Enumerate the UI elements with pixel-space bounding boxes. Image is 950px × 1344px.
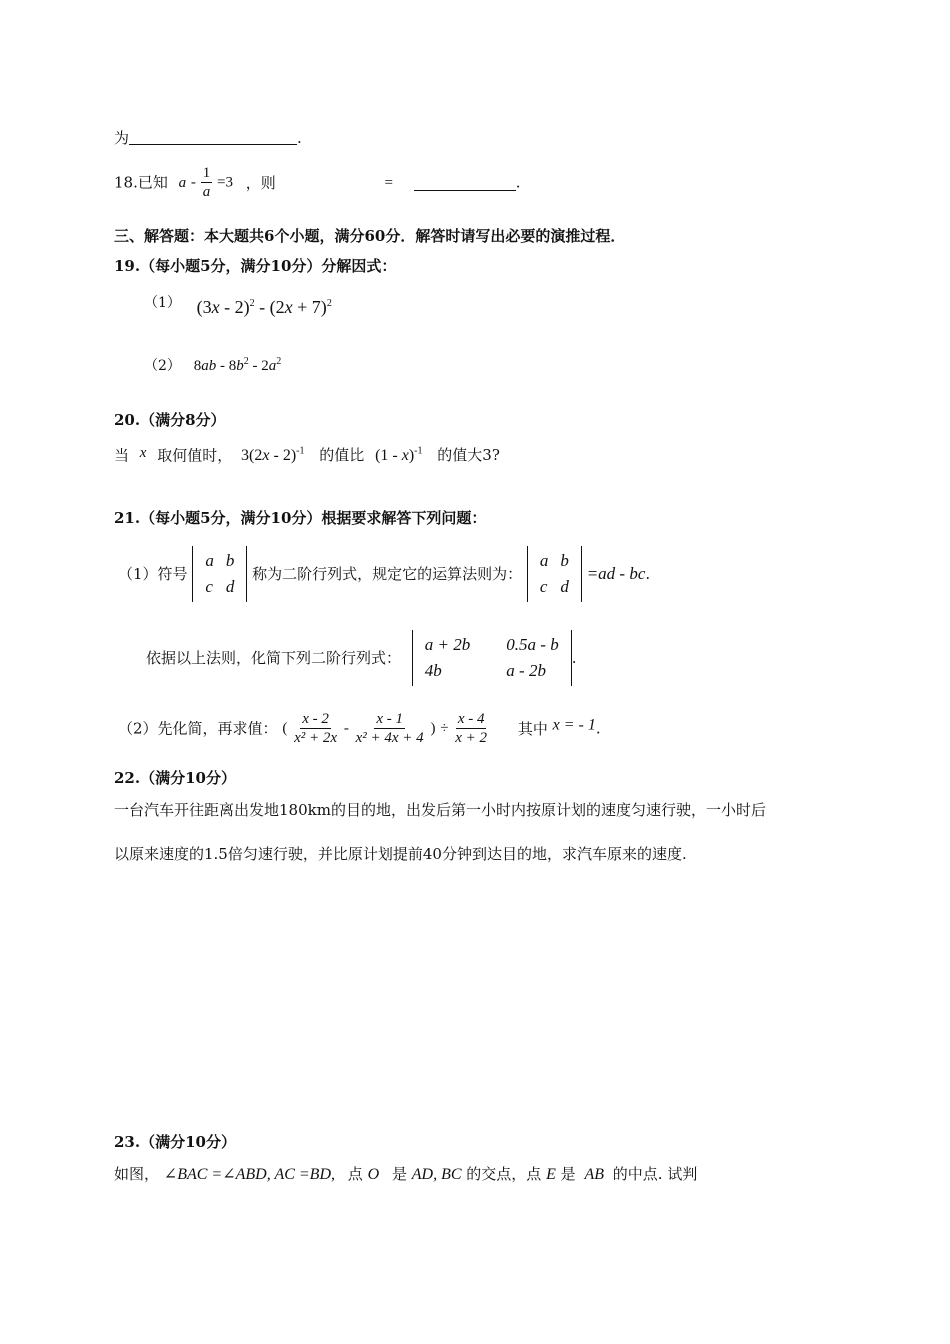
q21-header: 21.（每小题5分，满分10分）根据要求解答下列问题：	[114, 509, 487, 527]
q18-then: ，则	[245, 173, 276, 192]
q19-p1-b: - 2)	[219, 297, 250, 317]
det1-d: d	[225, 577, 235, 596]
q21-p1b-end: .	[571, 649, 577, 667]
q19-part1	[144, 290, 332, 321]
q21-p2-end: .	[595, 719, 601, 738]
q23-e: E	[546, 1166, 556, 1183]
q23-ab: AB	[584, 1166, 604, 1183]
q23-t5: 是	[560, 1165, 576, 1183]
q18-number: 18.已知	[114, 173, 168, 192]
q18-frac-num: 1	[202, 165, 211, 181]
q23-t1: 如图，	[114, 1165, 160, 1183]
q19-p1-label: （1）	[144, 295, 181, 311]
q20-t2: 取何值时，	[157, 446, 233, 465]
q22-body-line1: 一台汽车开往距离出发地180km的目的地，出发后第一小时内按原计划的速度匀速行驶，一小时后	[114, 801, 766, 819]
q20-e1a: 3(2	[241, 447, 263, 465]
q21-p2-cond: x = - 1	[552, 716, 596, 734]
det2-a: a	[539, 551, 549, 570]
q18-a: a	[178, 174, 187, 191]
q20-t3: 的值比	[319, 446, 365, 465]
det1-c: c	[205, 577, 213, 596]
q19-p2-bvar: b	[236, 358, 244, 374]
det1-b: b	[225, 551, 235, 570]
q21-frac1	[292, 710, 339, 747]
det3-21: 4b	[424, 661, 442, 680]
q19-p2-label: （2）	[144, 358, 181, 374]
q21-f2-num: x - 1	[376, 711, 403, 727]
q19-p1-a: (3	[196, 297, 212, 317]
q19-p2-c: - 2	[248, 358, 269, 374]
q22-body-line2: 以原来速度的1.5倍匀速行驶，并比原计划提前40分钟到达目的地，求汽车原来的速度.	[114, 845, 687, 863]
q21-p1-mid: 称为二阶行列式，规定它的运算法则为：	[252, 565, 523, 583]
q21-f1-den: x² + 2x	[294, 730, 338, 746]
q23-header: 23.（满分10分）	[114, 1133, 236, 1151]
q23-condition: ∠BAC =∠ABD, AC =BD,	[163, 1166, 336, 1183]
q19-p1-sup1: 2	[249, 298, 255, 309]
q19-p1-c: - (2	[254, 297, 285, 317]
line-wei	[114, 128, 302, 148]
q21-p1-label: （1）符号	[118, 565, 188, 583]
q23-o: O	[367, 1166, 380, 1183]
q23-adbc: AD, BC	[411, 1166, 462, 1183]
q23-body	[114, 1164, 697, 1185]
q19-p2-b: - 8	[216, 358, 237, 374]
q20-e2b: )	[408, 447, 415, 465]
q21-p1-end: .	[645, 565, 651, 583]
q20-e1x: x	[262, 447, 270, 465]
q21-frac2	[354, 710, 426, 747]
q21-part1b	[146, 630, 576, 686]
det3-22: a - 2b	[506, 661, 546, 680]
q18-fraction	[201, 164, 213, 201]
q18-minus: -	[190, 174, 196, 191]
q19-p1-x1: x	[211, 297, 220, 317]
q20-body	[114, 442, 500, 466]
q21-p2-where: 其中	[517, 719, 548, 738]
q20-expr2	[375, 447, 422, 464]
q19-p2-expr	[194, 358, 282, 374]
q21-f3-num: x - 4	[457, 711, 485, 727]
q21-p2-div: ÷	[440, 720, 449, 737]
q19-p2-sup1: 2	[243, 356, 249, 367]
q21-part1	[118, 546, 650, 602]
section-3-title: 三、解答题：本大题共6个小题，满分60分．解答时请写出必要的演推过程．	[114, 227, 626, 245]
q20-e2a: (1 -	[375, 447, 402, 465]
q19-p2-sup2: 2	[276, 356, 282, 367]
q20-e2x: x	[401, 447, 409, 465]
q21-f3-den: x + 2	[455, 730, 488, 746]
q19-p2-ab: ab	[201, 358, 217, 374]
q19-part2	[144, 352, 281, 376]
q21-p2-open: (	[282, 720, 288, 737]
answer-blank-18	[414, 174, 516, 191]
q20-header: 20.（满分8分）	[114, 411, 226, 429]
det2-d: d	[560, 577, 569, 596]
question-18	[114, 164, 521, 208]
q21-part2	[118, 710, 601, 754]
line-wei-prefix: 为	[114, 129, 130, 147]
q20-e2sup: -1	[414, 446, 423, 457]
det3-12: 0.5a - b	[506, 635, 559, 654]
q23-t2: 点	[347, 1165, 363, 1183]
q18-end: .	[515, 173, 521, 192]
q21-p2-minus: -	[343, 720, 349, 737]
det1-a: a	[205, 551, 214, 570]
q19-p1-sup2: 2	[326, 298, 332, 309]
q21-frac3	[453, 710, 489, 747]
q19-p1-expr	[197, 297, 332, 317]
q19-p1-x2: x	[284, 297, 293, 317]
det3-11: a + 2b	[424, 635, 471, 654]
q23-t4: 的交点，点	[466, 1165, 542, 1183]
q23-t6: 的中点. 试判	[612, 1165, 698, 1183]
q20-expr1	[241, 447, 304, 464]
q21-p1b-text: 依据以上法则，化简下列二阶行列式：	[146, 649, 402, 667]
det2-c: c	[539, 577, 548, 596]
determinant-abcd-1	[192, 546, 247, 602]
q18-frac-den: a	[202, 184, 211, 200]
q21-f2-den: x² + 4x + 4	[355, 730, 424, 746]
q20-x: x	[139, 445, 147, 462]
determinant-abcd-2	[527, 546, 582, 602]
det2-b: b	[560, 551, 569, 570]
q20-t1: 当	[114, 446, 130, 465]
q20-e1sup: -1	[296, 446, 305, 457]
q19-p2-a: 8	[193, 358, 202, 374]
q19-p1-d: + 7)	[292, 297, 327, 317]
q21-f1-num: x - 2	[302, 711, 329, 727]
determinant-3	[412, 630, 572, 686]
q21-p2-close: )	[430, 720, 436, 737]
q18-eq3: =3	[216, 174, 233, 191]
q21-p1-rhs: =ad - bc	[586, 564, 646, 583]
q22-header: 22.（满分10分）	[114, 769, 236, 787]
q21-p2-label: （2）先化简，再求值：	[118, 719, 278, 738]
q18-equals: =	[384, 174, 393, 191]
q19-header: 19.（每小题5分，满分10分）分解因式：	[114, 257, 397, 275]
answer-blank-17	[129, 128, 297, 145]
q20-t4: 的值大3?	[437, 446, 500, 465]
line-wei-suffix: .	[297, 129, 302, 147]
q20-e1b: - 2)	[269, 447, 297, 465]
q23-t3: 是	[391, 1165, 407, 1183]
q19-p2-avar: a	[268, 358, 277, 374]
